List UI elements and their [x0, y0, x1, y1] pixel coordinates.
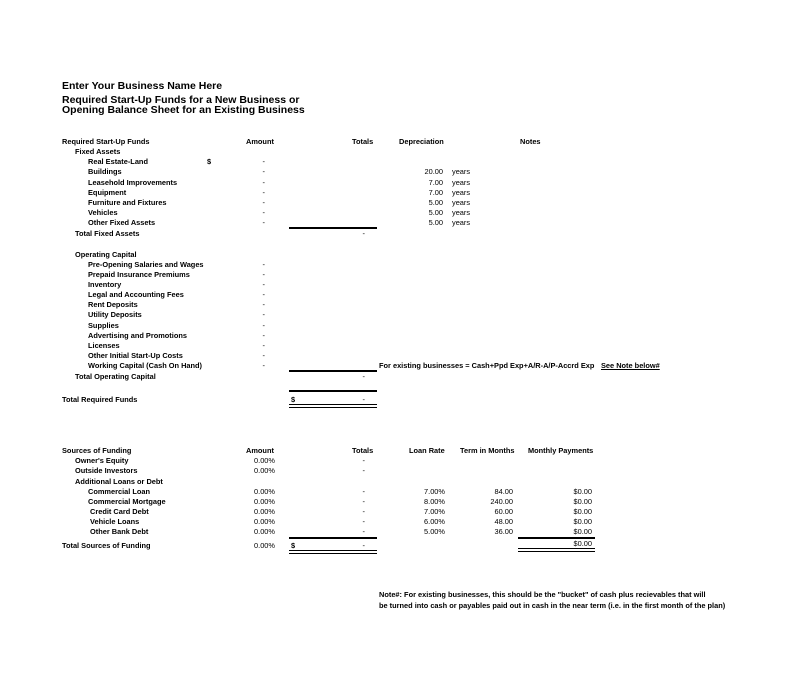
- operating-item-label: Licenses: [88, 340, 120, 350]
- fixed-asset-label: Leasehold Improvements: [88, 177, 178, 187]
- operating-item-amount[interactable]: -: [262, 320, 265, 330]
- operating-item-label: Legal and Accounting Fees: [88, 290, 184, 299]
- fixed-asset-label: Other Fixed Assets: [88, 218, 156, 227]
- total-sources-value: -: [362, 540, 365, 550]
- total-operating-capital-value: -: [362, 371, 365, 381]
- fixed-asset-amount[interactable]: -: [262, 167, 265, 176]
- depreciation-value[interactable]: 5.00: [428, 218, 443, 227]
- fixed-asset-label: Equipment: [88, 187, 127, 197]
- operating-item-label: Pre-Opening Salaries and Wages: [88, 259, 204, 269]
- footnote-line-1: Note#: For existing businesses, this should be the "bucket" of cash plus recievables that will: [379, 589, 706, 599]
- loan-total: -: [362, 486, 365, 496]
- currency-symbol: $: [291, 540, 296, 550]
- total-required-funds-value: -: [362, 394, 365, 404]
- fixed-assets-heading: Fixed Assets: [75, 147, 121, 156]
- see-note-link[interactable]: See Note below#: [601, 361, 660, 370]
- fixed-asset-label: Vehicles: [88, 207, 118, 217]
- loan-amount[interactable]: 0.00%: [254, 517, 275, 526]
- loan-rate[interactable]: 5.00%: [424, 527, 445, 536]
- operating-item-amount[interactable]: -: [262, 361, 265, 370]
- operating-item-amount[interactable]: -: [262, 269, 265, 279]
- funding-header-amount: Amount: [246, 446, 274, 455]
- operating-item-amount[interactable]: -: [262, 351, 265, 360]
- sheet-title-line-2: Required Start-Up Funds for a New Business or: [62, 94, 300, 106]
- currency-symbol: $: [291, 394, 296, 404]
- depreciation-unit: years: [452, 187, 471, 197]
- operating-item-label: Working Capital (Cash On Hand): [88, 361, 203, 370]
- operating-item-label: Inventory: [88, 279, 122, 289]
- fixed-asset-amount[interactable]: -: [262, 177, 265, 187]
- loan-monthly-payment: $0.00: [573, 496, 592, 506]
- depreciation-value[interactable]: 7.00: [428, 177, 443, 187]
- double-underline: [518, 548, 595, 552]
- subtotal-rule: [289, 537, 377, 539]
- loan-total: -: [362, 496, 365, 506]
- fixed-asset-label: Buildings: [88, 167, 122, 176]
- loan-total: -: [362, 506, 365, 516]
- operating-item-amount[interactable]: -: [262, 300, 265, 309]
- operating-item-label: Supplies: [88, 320, 119, 330]
- loan-term[interactable]: 240.00: [490, 496, 513, 506]
- loan-total: -: [362, 517, 365, 526]
- total-operating-capital-label: Total Operating Capital: [75, 371, 156, 381]
- operating-item-label: Rent Deposits: [88, 300, 138, 309]
- depreciation-unit: years: [452, 218, 471, 227]
- loan-label: Commercial Loan: [88, 486, 151, 496]
- loan-amount[interactable]: 0.00%: [254, 496, 275, 506]
- operating-item-amount[interactable]: -: [262, 279, 265, 289]
- operating-item-amount[interactable]: -: [262, 330, 265, 340]
- funding-header-totals: Totals: [352, 446, 374, 455]
- depreciation-value[interactable]: 5.00: [428, 197, 443, 207]
- double-underline: [289, 404, 377, 408]
- fixed-asset-label: Real Estate-Land: [88, 157, 148, 166]
- funding-header-monthly-payments: Monthly Payments: [528, 446, 594, 455]
- operating-item-amount[interactable]: -: [262, 290, 265, 299]
- operating-capital-heading: Operating Capital: [75, 249, 137, 259]
- funding-header-term: Term in Months: [460, 446, 515, 455]
- total-fixed-assets-value: -: [362, 228, 365, 238]
- startup-header-amount: Amount: [246, 137, 274, 146]
- startup-header-totals: Totals: [352, 137, 374, 146]
- fixed-asset-amount[interactable]: -: [262, 197, 265, 207]
- loan-label: Credit Card Debt: [90, 506, 149, 516]
- loan-label: Vehicle Loans: [90, 517, 140, 526]
- footnote-line-2: be turned into cash or payables paid out in cash in the near term (i.e. in the first month of the plan): [379, 601, 726, 610]
- loan-term[interactable]: 48.00: [494, 517, 513, 526]
- equity-label: Owner's Equity: [75, 456, 129, 465]
- fixed-asset-amount[interactable]: -: [262, 157, 265, 166]
- loan-label: Other Bank Debt: [90, 527, 149, 536]
- depreciation-unit: years: [452, 207, 471, 217]
- startup-header-depreciation: Depreciation: [399, 137, 444, 146]
- loan-label: Commercial Mortgage: [88, 496, 166, 506]
- depreciation-unit: years: [452, 177, 471, 187]
- fixed-asset-amount[interactable]: -: [262, 207, 265, 217]
- fixed-asset-amount[interactable]: -: [262, 187, 265, 197]
- total-rule: [289, 390, 377, 392]
- operating-item-amount[interactable]: -: [262, 259, 265, 269]
- equity-amount[interactable]: 0.00%: [254, 466, 275, 475]
- operating-item-amount[interactable]: -: [262, 340, 265, 350]
- equity-total: -: [362, 456, 365, 465]
- loan-total: -: [362, 527, 365, 536]
- funding-header-label: Sources of Funding: [62, 446, 132, 455]
- startup-header-notes: Notes: [520, 137, 541, 146]
- loan-amount[interactable]: 0.00%: [254, 527, 275, 536]
- loan-monthly-payment: $0.00: [573, 486, 592, 496]
- funding-header-loan-rate: Loan Rate: [409, 446, 445, 455]
- loan-amount[interactable]: 0.00%: [254, 486, 275, 496]
- loan-term[interactable]: 36.00: [494, 527, 513, 536]
- total-sources-label: Total Sources of Funding: [62, 540, 151, 550]
- business-name-title: Enter Your Business Name Here: [62, 80, 223, 92]
- operating-item-amount[interactable]: -: [262, 310, 265, 319]
- loan-term[interactable]: 60.00: [494, 506, 513, 516]
- fixed-asset-amount[interactable]: -: [262, 218, 265, 227]
- loan-term[interactable]: 84.00: [494, 486, 513, 496]
- loan-rate[interactable]: 8.00%: [424, 496, 445, 506]
- operating-item-label: Utility Deposits: [88, 310, 142, 319]
- loan-amount[interactable]: 0.00%: [254, 506, 275, 516]
- total-sources-amount: 0.00%: [254, 540, 275, 550]
- loan-rate[interactable]: 7.00%: [424, 506, 445, 516]
- total-fixed-assets-label: Total Fixed Assets: [75, 228, 140, 238]
- loan-rate[interactable]: 6.00%: [424, 517, 445, 526]
- startup-header-label: Required Start-Up Funds: [62, 137, 150, 146]
- fixed-asset-label: Furniture and Fixtures: [88, 197, 167, 207]
- currency-symbol: $: [207, 157, 212, 166]
- depreciation-unit: years: [452, 197, 471, 207]
- double-underline: [289, 550, 377, 554]
- total-monthly-payment: $0.00: [573, 538, 592, 548]
- total-required-funds-label: Total Required Funds: [62, 394, 138, 404]
- depreciation-value[interactable]: 7.00: [428, 187, 443, 197]
- sheet-title-line-3: Opening Balance Sheet for an Existing Business: [62, 103, 305, 116]
- depreciation-unit: years: [452, 167, 471, 176]
- operating-item-label: Prepaid Insurance Premiums: [88, 269, 190, 279]
- depreciation-value[interactable]: 20.00: [424, 167, 443, 176]
- loan-monthly-payment: $0.00: [573, 506, 592, 516]
- loan-monthly-payment: $0.00: [573, 517, 592, 526]
- additional-loans-heading: Additional Loans or Debt: [75, 476, 163, 486]
- depreciation-value[interactable]: 5.00: [428, 207, 443, 217]
- loan-monthly-payment: $0.00: [573, 527, 592, 536]
- equity-label: Outside Investors: [75, 466, 138, 475]
- operating-item-label: Advertising and Promotions: [88, 330, 187, 340]
- working-capital-note: For existing businesses = Cash+Ppd Exp+A/R-A/P-Accrd Exp: [379, 361, 595, 370]
- equity-amount[interactable]: 0.00%: [254, 456, 275, 465]
- loan-rate[interactable]: 7.00%: [424, 486, 445, 496]
- operating-item-label: Other Initial Start-Up Costs: [88, 351, 183, 360]
- equity-total: -: [362, 466, 365, 475]
